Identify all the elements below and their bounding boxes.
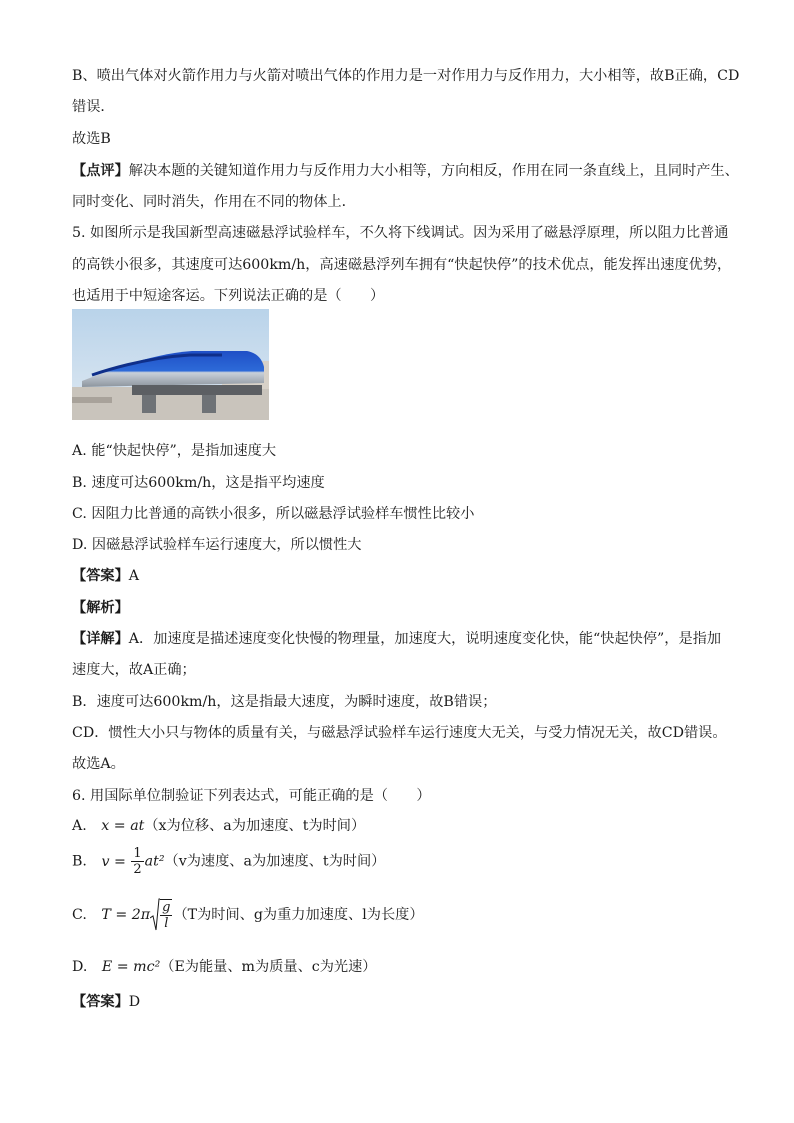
detail-text: A．加速度是描述速度变化快慢的物理量，加速度大，说明速度变化快，能“快起快停”，是指加 (128, 631, 722, 647)
option-a: A. 能“快起快停”，是指加速度大 (72, 443, 277, 459)
answer-line (72, 566, 139, 586)
question-6-option-a (72, 816, 365, 836)
option-label: D. (72, 959, 88, 975)
formula-rhs: at² (144, 853, 165, 870)
answer-value: A (128, 568, 140, 584)
maglev-train-photo (72, 309, 269, 420)
option-b: B. 速度可达600km/h，这是指平均速度 (72, 475, 325, 491)
text-line: 错误． (72, 99, 115, 115)
analysis-heading: 【解析】 (72, 600, 129, 616)
option-note: （x为位移、a为加速度、t为时间） (144, 818, 366, 834)
option-label: C. (72, 907, 87, 923)
radical-sign-icon (150, 898, 160, 932)
numerator: 1 (133, 846, 142, 861)
square-root (150, 898, 173, 932)
detail-line: 速度大，故A正确； (72, 662, 196, 678)
formula: x = at (101, 818, 145, 834)
question-6-option-b (72, 846, 385, 877)
detail-line: B．速度可达600km/h，这是指最大速度，为瞬时速度，故B错误； (72, 694, 497, 710)
answer-line (72, 992, 140, 1012)
numerator: g (162, 900, 171, 915)
option-c: C. 因阻力比普通的高铁小很多，所以磁悬浮试验样车惯性比较小 (72, 506, 475, 522)
question-6-option-d (72, 957, 376, 977)
option-note: （T为时间、g为重力加速度、l为长度） (173, 907, 424, 923)
detail-line: CD．惯性大小只与物体的质量有关，与磁悬浮试验样车运行速度大无关，与受力情况无关，故CD错误。 (72, 725, 727, 741)
text-line: B、喷出气体对火箭作用力与火箭对喷出气体的作用力是一对作用力与反作用力，大小相等，故B正确，CD (72, 68, 740, 84)
detail-line: 故选A。 (72, 756, 125, 772)
question-5-stem: 5. 如图所示是我国新型高速磁悬浮试验样车，不久将下线调试。因为采用了磁悬浮原理，所以阻力比普通 (72, 225, 729, 241)
fraction (131, 846, 143, 877)
formula: E = mc² (101, 959, 161, 975)
option-note: （E为能量、m为质量、c为光速） (160, 959, 377, 975)
question-6-option-c (72, 898, 424, 932)
question-5-stem: 的高铁小很多，其速度可达600km/h，高速磁悬浮列车拥有“快起快停”的技术优点，能发挥出速度优势， (72, 257, 732, 273)
comment-text: 解决本题的关键知道作用力与反作用力大小相等，方向相反，作用在同一条直线上，且同时产生、 (128, 163, 739, 179)
answer-tag: 【答案】 (72, 994, 129, 1010)
detail-line (72, 629, 721, 649)
question-6-stem: 6. 用国际单位制验证下列表达式，可能正确的是（ ） (72, 788, 431, 804)
text-line: 同时变化、同时消失，作用在不同的物体上． (72, 194, 356, 210)
detail-tag: 【详解】 (72, 631, 129, 647)
option-note: （v为速度、a为加速度、t为时间） (164, 853, 386, 870)
formula-lhs: T = 2π (101, 907, 151, 923)
denominator: 2 (133, 862, 142, 877)
option-label: A. (72, 818, 87, 834)
fraction (160, 899, 172, 931)
text-line: 故选B (72, 131, 111, 147)
answer-value: D (128, 994, 141, 1010)
formula-lhs: v = (101, 853, 126, 870)
comment-line (72, 161, 739, 181)
question-5-stem: 也适用于中短途客运。下列说法正确的是（ ） (72, 288, 385, 304)
denominator: l (164, 916, 169, 931)
option-label: B. (72, 853, 87, 870)
comment-tag: 【点评】 (72, 163, 129, 179)
answer-tag: 【答案】 (72, 568, 129, 584)
option-d: D. 因磁悬浮试验样车运行速度大，所以惯性大 (72, 537, 362, 553)
